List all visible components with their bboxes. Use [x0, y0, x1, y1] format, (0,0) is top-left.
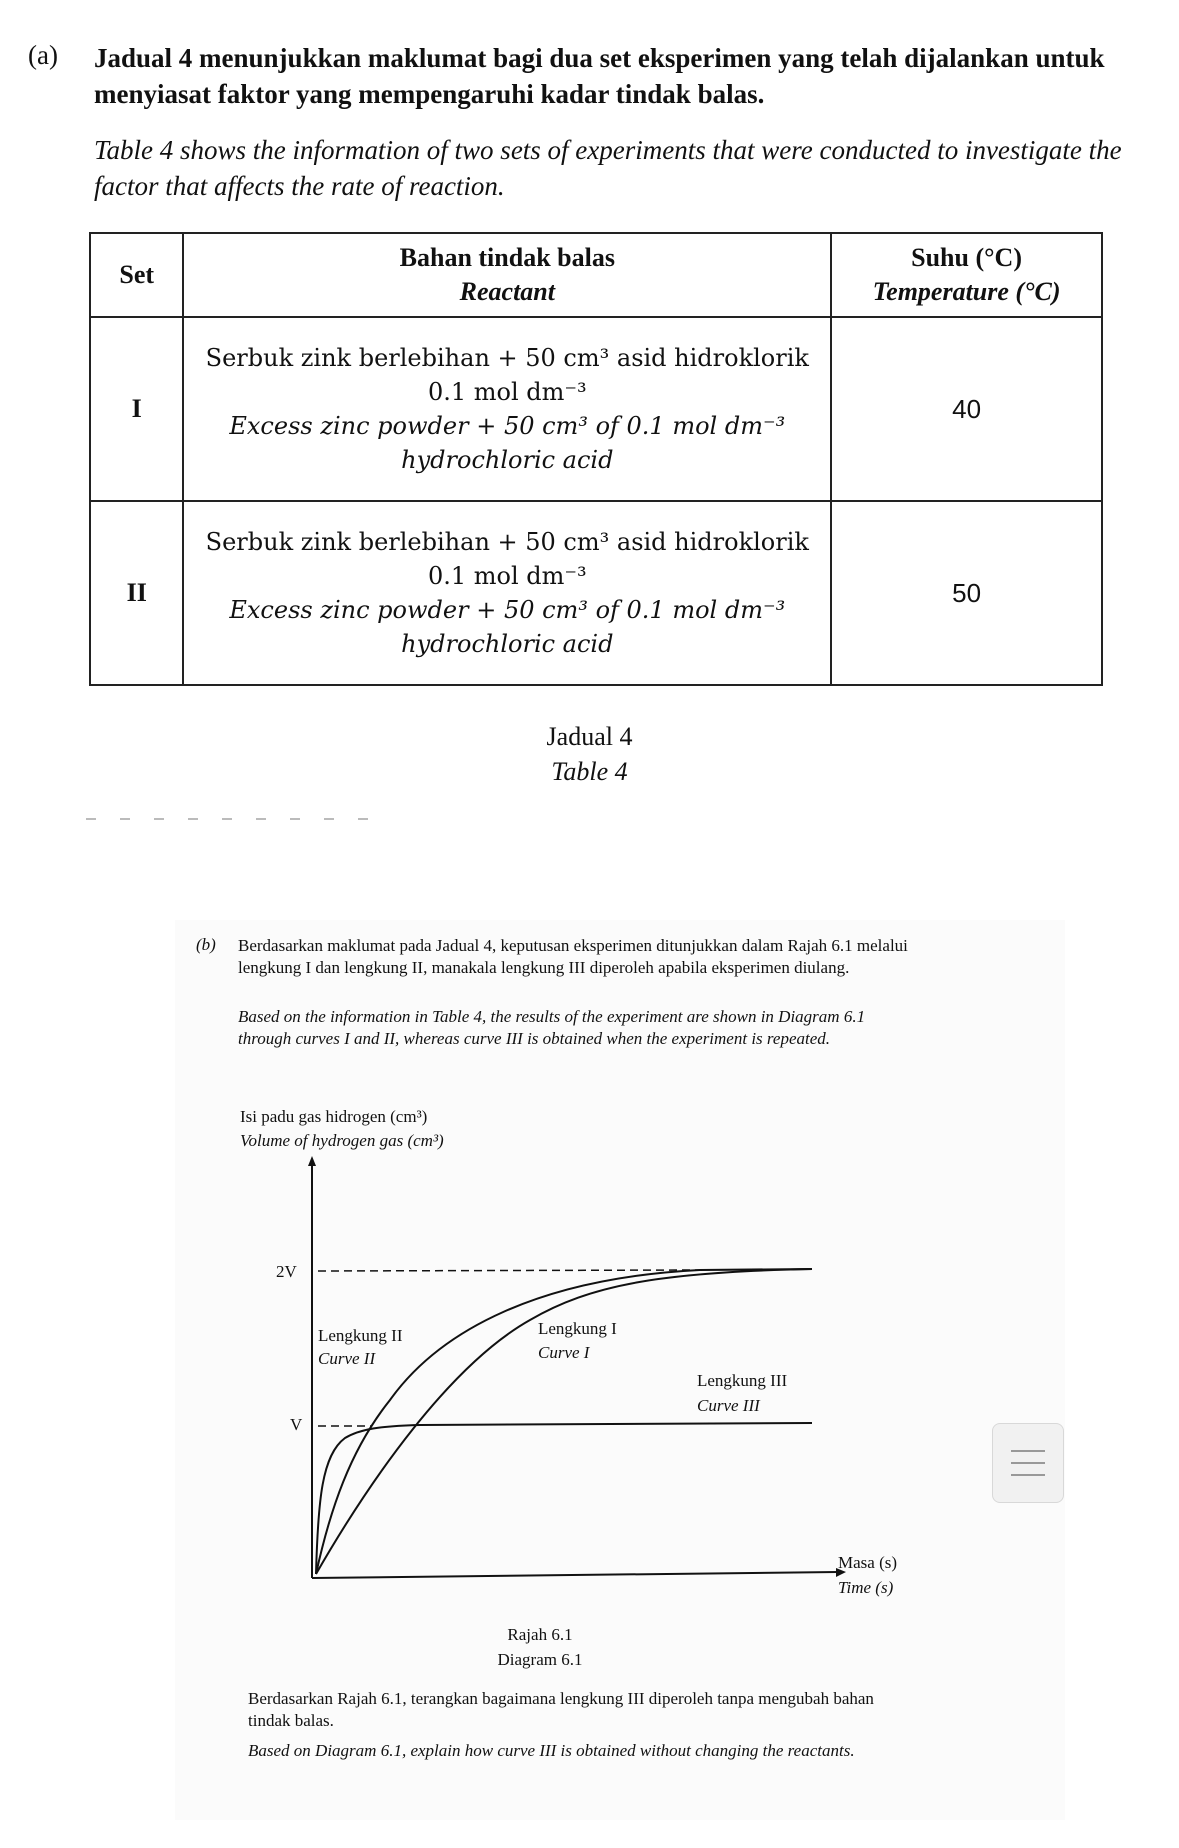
- row-set: I: [90, 317, 183, 501]
- curve-i-label-ms: Lengkung I: [538, 1319, 617, 1338]
- y-tick-v: V: [290, 1415, 303, 1434]
- curve-iii-label-ms: Lengkung III: [697, 1371, 788, 1390]
- part-a-text-ms: Jadual 4 menunjukkan maklumat bagi dua set eksperimen yang telah dijalankan untuk menyiasat faktor yang mempengaruhi kadar tindak balas.: [94, 43, 1105, 109]
- question-text-ms: Berdasarkan Rajah 6.1, terangkan bagaimana lengkung III diperoleh tanpa mengubah bahan tindak balas.: [248, 1689, 874, 1730]
- curve-i: [316, 1269, 812, 1574]
- menu-icon-bar: [1011, 1450, 1045, 1452]
- y-axis-label-en: Volume of hydrogen gas (cm³): [240, 1131, 444, 1150]
- reactant-ms-line1: Serbuk zink berlebihan + 50 cm³ asid hidroklorik: [205, 344, 809, 372]
- menu-button[interactable]: [992, 1423, 1064, 1503]
- header-temp-ms: Suhu (°C): [911, 243, 1022, 272]
- table-caption-en: Table 4: [551, 757, 628, 786]
- x-axis: [312, 1572, 838, 1578]
- header-set: Set: [90, 233, 183, 317]
- curve-ii: [316, 1269, 812, 1574]
- menu-icon-bar: [1011, 1474, 1045, 1476]
- curve-ii-label-ms: Lengkung II: [318, 1326, 403, 1345]
- row-temperature: 50: [831, 501, 1102, 685]
- part-b-text-en: Based on the information in Table 4, the results of the experiment are shown in Diagram 6.1 through curves I and II, whereas curve III is obtained when the experiment is repeated.: [238, 1007, 866, 1048]
- y-tick-2v: 2V: [276, 1262, 297, 1281]
- reactant-en-line1: Excess zinc powder + 50 cm³ of 0.1 mol dm⁻³: [229, 596, 786, 624]
- diagram-caption-en: Diagram 6.1: [497, 1650, 583, 1669]
- reactant-en-line2: hydrochloric acid: [401, 446, 614, 474]
- part-b-label: (b): [196, 935, 216, 954]
- reactant-ms-line2: 0.1 mol dm⁻³: [427, 378, 587, 406]
- row-temperature: 40: [831, 317, 1102, 501]
- curve-iii-label-en: Curve III: [697, 1396, 760, 1415]
- reactant-en-line1: Excess zinc powder + 50 cm³ of 0.1 mol dm⁻³: [229, 412, 786, 440]
- part-a-text-en: Table 4 shows the information of two sets of experiments that were conducted to investigate the factor that affects the rate of reaction.: [94, 135, 1122, 201]
- y-axis-label-ms: Isi padu gas hidrogen (cm³): [240, 1107, 428, 1126]
- y-axis-arrow: [308, 1156, 316, 1166]
- curve-ii-label-en: Curve II: [318, 1349, 376, 1368]
- diagram-caption-ms: Rajah 6.1: [507, 1625, 573, 1644]
- reactant-ms-line1: Serbuk zink berlebihan + 50 cm³ asid hidroklorik: [205, 528, 809, 556]
- table-caption-ms: Jadual 4: [546, 722, 633, 751]
- curve-iii: [316, 1423, 812, 1574]
- header-temp-en: Temperature (°C): [872, 277, 1061, 306]
- reactant-en-line2: hydrochloric acid: [401, 630, 614, 658]
- curve-i-label-en: Curve I: [538, 1343, 590, 1362]
- reactant-ms-line2: 0.1 mol dm⁻³: [427, 562, 587, 590]
- x-axis-label-en: Time (s): [838, 1578, 894, 1597]
- part-a-label: (a): [28, 40, 58, 70]
- header-reactant-ms: Bahan tindak balas: [399, 243, 615, 272]
- part-b-text-ms: Berdasarkan maklumat pada Jadual 4, keputusan eksperimen ditunjukkan dalam Rajah 6.1 melalui lengkung I dan lengkung II, manakala lengkung III diperoleh apabila eksperimen diulang.: [238, 936, 908, 977]
- header-reactant-en: Reactant: [459, 277, 555, 306]
- row-set: II: [90, 501, 183, 685]
- question-text-en: Based on Diagram 6.1, explain how curve III is obtained without changing the reactants.: [248, 1741, 855, 1760]
- menu-icon-bar: [1011, 1462, 1045, 1464]
- x-axis-label-ms: Masa (s): [838, 1553, 898, 1572]
- ref-line-2v: [318, 1270, 700, 1271]
